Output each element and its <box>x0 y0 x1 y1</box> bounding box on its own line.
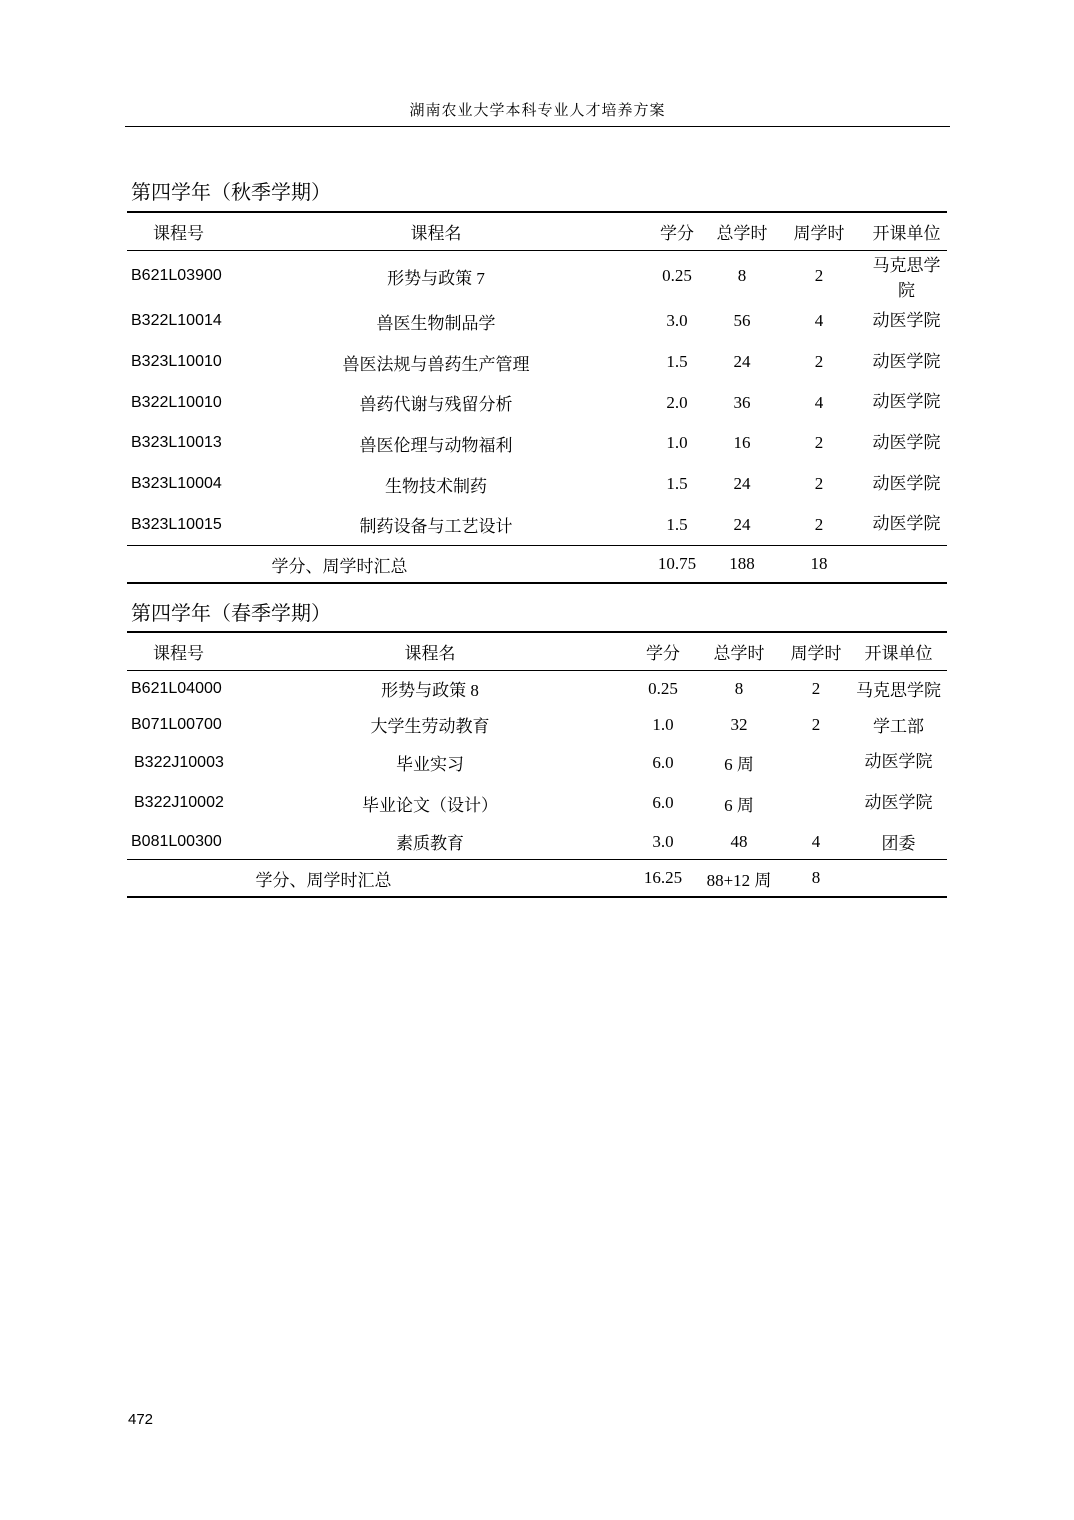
summary-weekly: 18 <box>810 554 828 574</box>
course-weekly: 2 <box>811 678 821 698</box>
course-name: 素质教育 <box>396 834 464 854</box>
course-code: B322L10014 <box>131 312 222 330</box>
summary-credit: 16.25 <box>643 868 683 888</box>
course-weekly: 2 <box>814 514 824 534</box>
col-header-code: 课程号 <box>153 224 204 243</box>
course-code: B323L10010 <box>131 353 222 371</box>
table-row <box>127 464 947 505</box>
course-unit: 学工部 <box>873 717 924 737</box>
course-hours: 48 <box>730 831 748 851</box>
course-unit: 动医学院 <box>872 311 941 330</box>
col-header-credit: 学分 <box>646 644 680 663</box>
course-unit: 动医学院 <box>864 752 933 772</box>
course-unit: 动医学院 <box>872 473 941 493</box>
course-hours: 6 周 <box>724 755 754 775</box>
course-hours: 24 <box>733 474 751 494</box>
course-name: 兽医生物制品学 <box>376 313 496 333</box>
course-code: B071L00700 <box>131 715 222 733</box>
course-hours: 8 <box>734 678 744 698</box>
course-unit: 动医学院 <box>864 793 933 813</box>
course-credit: 0.25 <box>662 266 692 285</box>
course-weekly <box>782 783 850 824</box>
col-header-name: 课程名 <box>410 224 462 243</box>
summary-weekly: 8 <box>811 868 821 888</box>
summary-hours: 188 <box>729 554 755 574</box>
course-code: B323L10015 <box>131 515 222 533</box>
course-name: 兽药代谢与残留分析 <box>359 395 513 415</box>
col-header-code: 课程号 <box>153 644 204 663</box>
table-header-row <box>127 212 947 251</box>
course-hours: 32 <box>730 714 748 734</box>
course-code: B323L10013 <box>131 434 222 452</box>
col-header-name: 课程名 <box>404 644 456 663</box>
course-name: 大学生劳动教育 <box>370 717 490 737</box>
course-name: 兽医法规与兽药生产管理 <box>342 354 530 374</box>
course-weekly <box>782 742 850 783</box>
summary-unit-empty <box>866 546 947 584</box>
table-row <box>127 301 947 342</box>
course-hours: 56 <box>733 311 751 331</box>
course-credit: 1.5 <box>666 352 688 372</box>
table-row <box>127 342 947 383</box>
course-code: B081L00300 <box>131 832 222 850</box>
course-credit: 6.0 <box>652 752 674 772</box>
table-row <box>127 671 947 707</box>
page-number: 472 <box>128 1411 154 1428</box>
summary-credit: 10.75 <box>657 554 697 574</box>
course-weekly: 4 <box>814 392 824 412</box>
table-row <box>127 382 947 423</box>
course-unit: 马克思学院 <box>872 256 941 300</box>
course-credit: 0.25 <box>648 678 678 698</box>
table-row <box>127 423 947 464</box>
table-row <box>127 707 947 743</box>
course-name: 兽医伦理与动物福利 <box>359 435 513 455</box>
course-hours: 36 <box>733 392 751 412</box>
spring-course-table <box>127 631 947 898</box>
summary-unit-empty <box>850 860 947 898</box>
course-unit: 动医学院 <box>872 514 941 534</box>
course-unit: 动医学院 <box>872 433 941 453</box>
summary-label: 学分、周学时汇总 <box>255 870 392 890</box>
course-code: B621L03900 <box>131 267 222 284</box>
summary-row <box>127 546 947 584</box>
table-row <box>127 504 947 545</box>
course-code: B322J10002 <box>134 794 224 812</box>
course-credit: 1.5 <box>666 514 688 534</box>
table-row <box>127 824 947 860</box>
col-header-hours: 总学时 <box>716 224 768 243</box>
course-code: B322L10010 <box>131 393 222 411</box>
col-header-unit: 开课单位 <box>872 224 941 243</box>
course-weekly: 2 <box>814 474 824 494</box>
course-weekly: 2 <box>811 714 821 734</box>
course-name: 毕业实习 <box>396 755 464 775</box>
course-name: 形势与政策 7 <box>387 268 485 288</box>
course-unit: 动医学院 <box>872 351 941 371</box>
course-name: 毕业论文（设计） <box>362 795 498 815</box>
col-header-credit: 学分 <box>660 224 694 243</box>
course-hours: 6 周 <box>724 795 754 815</box>
table-row <box>127 783 947 824</box>
course-name: 生物技术制药 <box>385 476 487 496</box>
table-row <box>127 742 947 783</box>
autumn-course-table <box>127 211 947 584</box>
course-unit: 马克思学院 <box>856 681 941 701</box>
table-row <box>127 251 947 302</box>
course-name: 制药设备与工艺设计 <box>359 517 513 537</box>
spring-section-title: 第四学年（春季学期） <box>131 601 331 625</box>
page-header: 湖南农业大学本科专业人才培养方案 <box>125 100 950 127</box>
course-credit: 3.0 <box>666 311 688 331</box>
col-header-hours: 总学时 <box>713 644 765 663</box>
course-weekly: 2 <box>814 266 824 285</box>
course-hours: 24 <box>733 352 751 372</box>
course-code: B322J10003 <box>134 753 224 771</box>
course-credit: 1.0 <box>666 433 688 453</box>
course-credit: 1.0 <box>652 714 674 734</box>
col-header-weekly: 周学时 <box>790 644 842 663</box>
course-name: 形势与政策 8 <box>381 681 479 701</box>
col-header-weekly: 周学时 <box>793 224 845 243</box>
course-hours: 16 <box>733 433 751 453</box>
autumn-section-title: 第四学年（秋季学期） <box>131 180 331 204</box>
course-hours: 8 <box>737 266 747 285</box>
course-weekly: 2 <box>814 352 824 372</box>
course-credit: 1.5 <box>666 474 688 494</box>
summary-row <box>127 860 947 898</box>
course-weekly: 4 <box>814 311 824 331</box>
course-credit: 2.0 <box>666 392 688 412</box>
course-unit: 团委 <box>881 834 916 854</box>
course-credit: 6.0 <box>652 793 674 813</box>
col-header-unit: 开课单位 <box>864 644 933 663</box>
course-weekly: 2 <box>814 433 824 453</box>
table-header-row <box>127 632 947 671</box>
course-hours: 24 <box>733 514 751 534</box>
course-unit: 动医学院 <box>872 392 941 412</box>
course-weekly: 4 <box>811 831 821 851</box>
summary-label: 学分、周学时汇总 <box>271 556 408 576</box>
course-code: B323L10004 <box>131 475 222 493</box>
course-code: B621L04000 <box>131 679 222 697</box>
summary-hours: 88+12 周 <box>706 870 772 890</box>
course-credit: 3.0 <box>652 831 674 851</box>
